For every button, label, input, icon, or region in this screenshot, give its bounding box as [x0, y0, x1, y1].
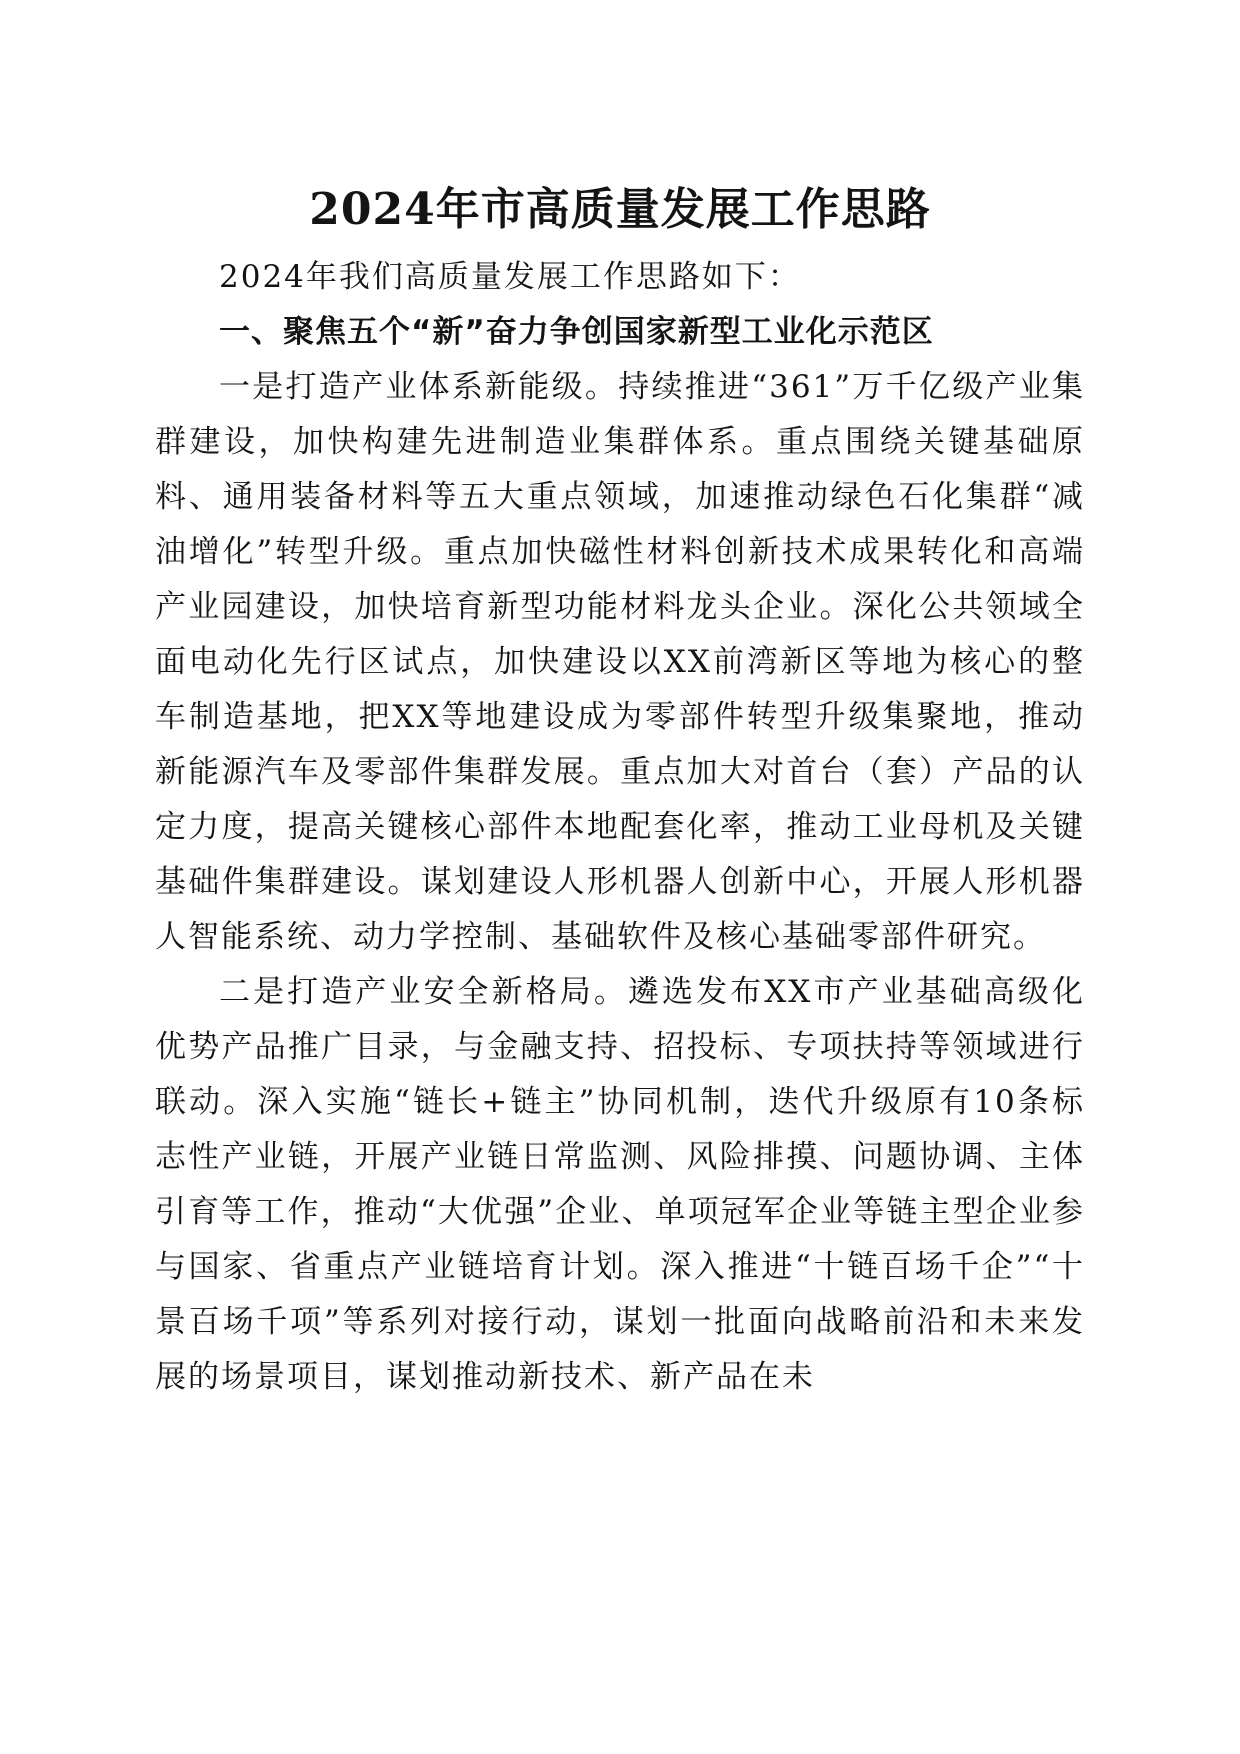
body-paragraph-1: 一是打造产业体系新能级。持续推进“361”万千亿级产业集群建设，加快构建先进制造业集群体系。重点围绕关键基础原料、通用装备材料等五大重点领域，加速推动绿色石化集群“减油增化”转型升级。重点加快磁性材料创新技术成果转化和高端产业园建设，加快培育新型功能材料龙头企业。深化公共领域全面电动化先行区试点，加快建设以XX前湾新区等地为核心的整车制造基地，把XX等地建设成为零部件转型升级集聚地，推动新能源汽车及零部件集群发展。重点加大对首台（套）产品的认定力度，提高关键核心部件本地配套化率，推动工业母机及关键基础件集群建设。谋划建设人形机器人创新中心，开展人形机器人智能系统、动力学控制、基础软件及核心基础零部件研究。: [155, 369, 1085, 955]
document-title: 2024年市高质量发展工作思路: [309, 184, 931, 235]
intro-paragraph: 2024年我们高质量发展工作思路如下：: [219, 259, 801, 295]
body-paragraph-2: 二是打造产业安全新格局。遴选发布XX市产业基础高级化优势产品推广目录，与金融支持、招投标、专项扶持等领域进行联动。深入实施“链长+链主”协同机制，迭代升级原有10条标志性产业链，开展产业链日常监测、风险排摸、问题协调、主体引育等工作，推动“大优强”企业、单项冠军企业等链主型企业参与国家、省重点产业链培育计划。深入推进“十链百场千企”“十景百场千项”等系列对接行动，谋划一批面向战略前沿和未来发展的场景项目，谋划推动新技术、新产品在未: [155, 974, 1085, 1395]
document-body: [155, 250, 1085, 1405]
section-heading: 一、聚焦五个“新”奋力争创国家新型工业化示范区: [219, 314, 934, 350]
